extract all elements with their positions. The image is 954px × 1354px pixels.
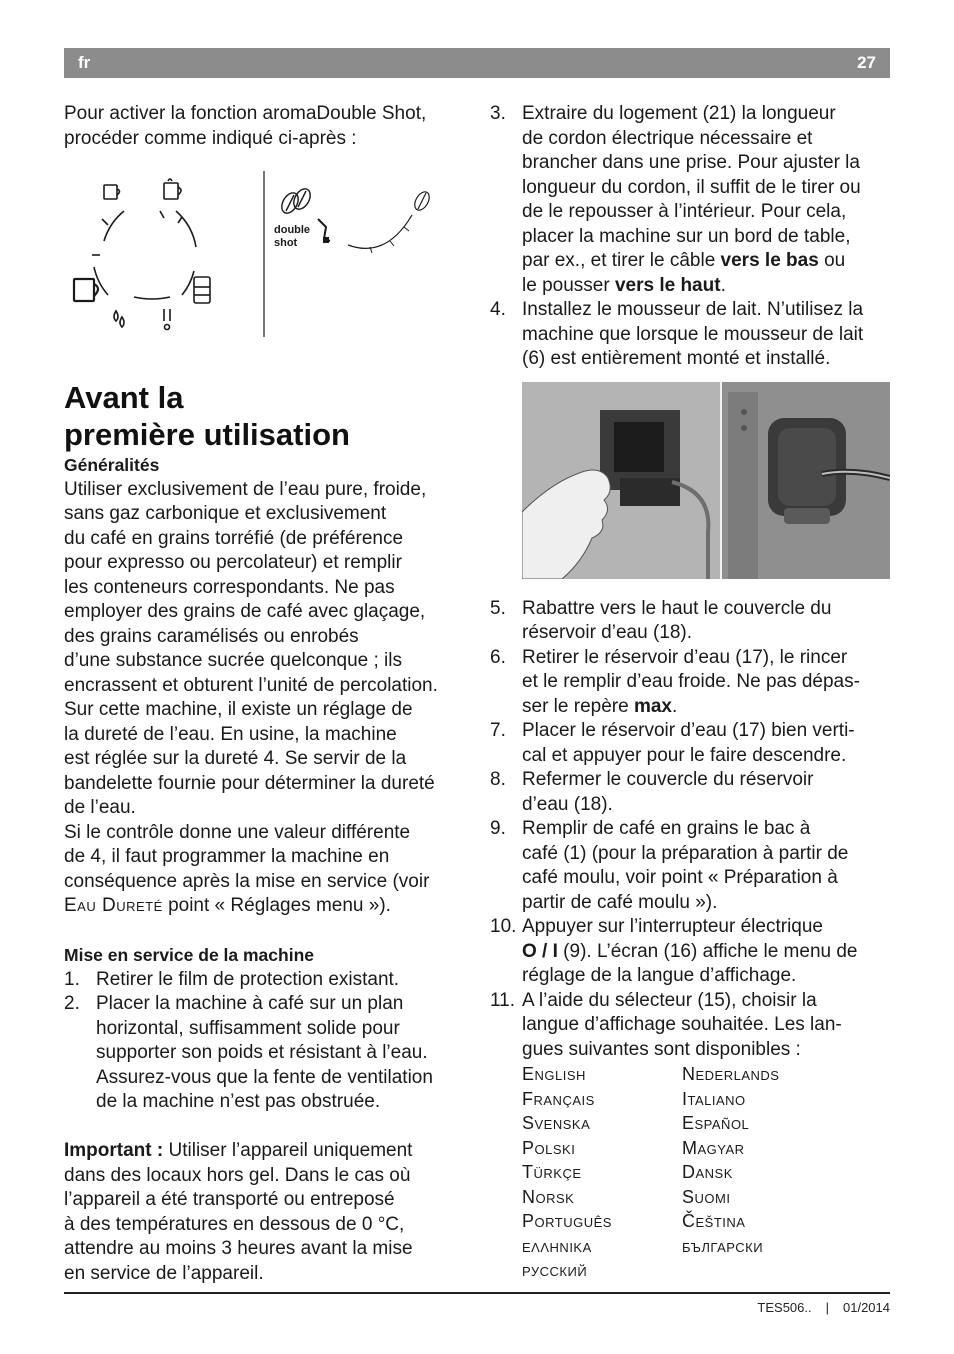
text-line: de l’eau. bbox=[64, 797, 136, 818]
section-title-line: première utilisation bbox=[64, 417, 350, 452]
step-number: 6. bbox=[490, 646, 506, 668]
step-number: 8. bbox=[490, 769, 506, 790]
step-item bbox=[490, 597, 892, 646]
step-item bbox=[490, 915, 892, 989]
language-option: Čeština bbox=[682, 1211, 746, 1231]
language-option: Dansk bbox=[682, 1162, 733, 1182]
right-column bbox=[490, 102, 892, 1283]
step-text: cal et appuyer pour le faire descendre. bbox=[522, 744, 847, 766]
step-text: gues suivantes sont disponibles : bbox=[522, 1038, 801, 1060]
step-text: Refermer le couvercle du réservoir bbox=[522, 769, 814, 790]
double-label: double bbox=[274, 224, 311, 236]
text-line: l’appareil a été transporté ou entreposé bbox=[64, 1189, 395, 1210]
text-line: la dureté de l’eau. En usine, la machine bbox=[64, 723, 397, 745]
section-title-line: Avant la bbox=[64, 380, 184, 415]
language-option: Português bbox=[522, 1211, 612, 1231]
important-notice bbox=[64, 1139, 469, 1286]
hot-water-icon bbox=[114, 311, 124, 327]
text-line: dans des locaux hors gel. Dans le cas où bbox=[64, 1164, 411, 1186]
steam-icon bbox=[164, 309, 170, 330]
steps-list-left bbox=[64, 968, 469, 1115]
step-text: placer la machine sur un bord de table, bbox=[522, 225, 851, 247]
text-line: d’une substance sucrée quelconque ; ils bbox=[64, 650, 403, 671]
step-text: ou bbox=[818, 250, 846, 271]
step-text: A l’aide du sélecteur (15), choisir la bbox=[522, 989, 817, 1011]
step-text: Retirer le réservoir d’eau (17), le rincer bbox=[522, 646, 848, 668]
double-bean-icon bbox=[278, 186, 313, 216]
step-item bbox=[490, 646, 892, 720]
step-text: Placer le réservoir d’eau (17) bien verti- bbox=[522, 720, 855, 741]
intro-line: Pour activer la fonction aromaDouble Shot, bbox=[64, 103, 427, 124]
step-text: d’eau (18). bbox=[522, 793, 613, 815]
text-line: employer des grains de café avec glaçage, bbox=[64, 601, 426, 622]
strength-ticks bbox=[370, 227, 409, 253]
step-number: 4. bbox=[490, 299, 506, 320]
cup-icon bbox=[164, 179, 181, 199]
step-item bbox=[490, 298, 892, 372]
step-text: brancher dans une prise. Pour ajuster la bbox=[522, 152, 860, 173]
step-item bbox=[490, 768, 892, 817]
text-line bbox=[64, 894, 469, 919]
step-number: 3. bbox=[490, 103, 506, 124]
strength-arc bbox=[348, 215, 412, 248]
language-option: Türkçe bbox=[522, 1162, 582, 1182]
text-line: sans gaz carbonique et exclusivement bbox=[64, 503, 387, 524]
language-option: Français bbox=[522, 1088, 595, 1109]
important-label: Important : bbox=[64, 1140, 164, 1161]
generalites-heading: Généralités bbox=[64, 455, 160, 475]
language-option: български bbox=[682, 1235, 764, 1256]
step-item bbox=[64, 968, 469, 993]
step-text: supporter son poids et résistant à l’eau. bbox=[96, 1042, 428, 1063]
language-option: Norsk bbox=[522, 1186, 575, 1207]
step-text: . bbox=[671, 695, 678, 717]
text-line: Utiliser exclusivement de l’eau pure, froide, bbox=[64, 478, 427, 500]
step-number: 2. bbox=[64, 993, 80, 1014]
header-bar bbox=[64, 48, 890, 78]
text-line: Sur cette machine, il existe un réglage de bbox=[64, 699, 413, 720]
model-number: TES506.. bbox=[757, 1300, 812, 1315]
step-text: café moulu, voir point « Préparation à bbox=[522, 867, 838, 888]
text-line: encrassent et obturent l’unité de percolation. bbox=[64, 674, 438, 696]
left-column bbox=[64, 102, 469, 1286]
step-text: Appuyer sur l’interrupteur électrique bbox=[522, 916, 823, 937]
language-option: Español bbox=[682, 1113, 750, 1133]
language-code: fr bbox=[78, 53, 91, 72]
step-text: Placer la machine à café sur un plan bbox=[96, 993, 404, 1014]
step-text: longueur du cordon, il suffit de le tirer ou bbox=[522, 176, 861, 198]
section-title bbox=[64, 379, 469, 453]
step-text: café (1) (pour la préparation à partir de bbox=[522, 842, 849, 864]
language-list bbox=[490, 1062, 892, 1283]
footer-rule bbox=[64, 1292, 890, 1294]
intro-paragraph bbox=[64, 102, 469, 151]
step-text: le pousser bbox=[522, 274, 615, 296]
large-cup-icon bbox=[74, 279, 98, 301]
edition-date: 01/2014 bbox=[843, 1300, 890, 1315]
text-line: à des températures en dessous de 0 °C, bbox=[64, 1213, 405, 1235]
footer bbox=[757, 1300, 890, 1315]
step-text: ser le repère bbox=[522, 695, 634, 717]
language-option: Magyar bbox=[682, 1137, 745, 1158]
text-fragment: point « Réglages menu »). bbox=[162, 895, 391, 916]
dial-arc bbox=[94, 211, 196, 299]
step-text: (6) est entièrement monté et installé. bbox=[522, 348, 831, 369]
step-text: réglage de la langue d’affichage. bbox=[522, 965, 797, 986]
text-line: pour expresso ou percolateur) et remplir bbox=[64, 552, 402, 573]
steps-list-right bbox=[490, 102, 892, 372]
step-text: horizontal, suffisamment solide pour bbox=[96, 1017, 400, 1039]
language-option: ελληνικα bbox=[522, 1235, 592, 1256]
step-item bbox=[490, 817, 892, 915]
text-line: de 4, il faut programmer la machine en bbox=[64, 846, 390, 867]
step-number: 9. bbox=[490, 818, 506, 839]
step-text: de la machine n’est pas obstruée. bbox=[96, 1091, 381, 1112]
step-number: 10. bbox=[490, 916, 517, 937]
step-text: Remplir de café en grains le bac à bbox=[522, 818, 811, 839]
emphasis: max bbox=[633, 695, 672, 717]
emphasis: vers le bas bbox=[720, 250, 819, 271]
text-line: conséquence après la mise en service (voir bbox=[64, 870, 430, 892]
text-line: bandelette fournie pour déterminer la dureté bbox=[64, 772, 435, 794]
step-text: Rabattre vers le haut le couvercle du bbox=[522, 597, 832, 619]
step-text: (9). L’écran (16) affiche le menu de bbox=[557, 940, 858, 962]
text-line: attendre au moins 3 heures avant la mise bbox=[64, 1238, 413, 1259]
milk-frother-photo bbox=[522, 382, 890, 579]
step-text: Installez le mousseur de lait. N’utilisez la bbox=[522, 299, 864, 320]
step-number: 11. bbox=[490, 989, 516, 1011]
power-switch-label: O / I bbox=[522, 940, 558, 962]
language-option: Italiano bbox=[682, 1088, 746, 1109]
step-text: Retirer le film de protection existant. bbox=[96, 968, 400, 990]
menu-reference: Eau Dureté bbox=[64, 895, 163, 916]
small-cup-icon bbox=[104, 185, 120, 199]
step-text: machine que lorsque le mousseur de lait bbox=[522, 323, 864, 345]
dial-ticks bbox=[92, 211, 182, 255]
step-number: 1. bbox=[64, 968, 80, 990]
step-text: de cordon électrique nécessaire et bbox=[522, 127, 813, 149]
language-option: русский bbox=[522, 1260, 588, 1280]
text-line: Si le contrôle donne une valeur différente bbox=[64, 821, 411, 843]
text-line: en service de l’appareil. bbox=[64, 1262, 264, 1284]
pointer-icon bbox=[318, 219, 330, 243]
text-line: du café en grains torréfié (de préférence bbox=[64, 527, 404, 549]
language-option: English bbox=[522, 1064, 586, 1084]
text-line: les conteneurs correspondants. Ne pas bbox=[64, 576, 395, 598]
step-text: Extraire du logement (21) la longueur bbox=[522, 103, 836, 124]
text-line: des grains caramélisés ou enrobés bbox=[64, 625, 359, 647]
step-text: réservoir d’eau (18). bbox=[522, 622, 693, 643]
step-text: par ex., et tirer le câble bbox=[522, 250, 721, 271]
latte-glass-icon bbox=[194, 277, 210, 303]
text-fragment: Utiliser l’appareil uniquement bbox=[163, 1140, 413, 1161]
milk-frother-illustration bbox=[522, 382, 890, 579]
page-number: 27 bbox=[857, 53, 876, 72]
generalites-paragraph bbox=[64, 478, 469, 919]
shot-label: shot bbox=[274, 237, 298, 249]
step-number: 5. bbox=[490, 597, 506, 619]
step-item bbox=[490, 719, 892, 768]
text-line bbox=[64, 1139, 469, 1164]
intro-line: procéder comme indiqué ci-après : bbox=[64, 127, 357, 149]
text-line: est réglée sur la dureté 4. Se servir de la bbox=[64, 748, 407, 769]
language-option: Polski bbox=[522, 1137, 576, 1158]
step-text: . bbox=[720, 274, 726, 296]
step-text: langue d’affichage souhaitée. Les lan- bbox=[522, 1014, 842, 1035]
step-text: de le repousser à l’intérieur. Pour cela, bbox=[522, 201, 847, 222]
language-option: Nederlands bbox=[682, 1064, 780, 1084]
language-option: Suomi bbox=[682, 1186, 731, 1207]
step-text: et le remplir d’eau froide. Ne pas dépas- bbox=[522, 671, 860, 692]
step-text: Assurez-vous que la fente de ventilation bbox=[96, 1066, 433, 1088]
mise-en-service-heading: Mise en service de la machine bbox=[64, 945, 314, 965]
language-option: Svenska bbox=[522, 1113, 591, 1133]
footer-separator: | bbox=[825, 1300, 829, 1315]
step-item bbox=[490, 102, 892, 298]
step-item bbox=[490, 989, 892, 1063]
steps-list-right-continued bbox=[490, 597, 892, 1063]
single-bean-icon bbox=[412, 189, 432, 212]
step-text: partir de café moulu »). bbox=[522, 891, 718, 913]
selector-dial-figure bbox=[64, 171, 469, 343]
step-number: 7. bbox=[490, 720, 506, 741]
step-item bbox=[64, 992, 469, 1115]
emphasis: vers le haut bbox=[614, 274, 721, 296]
